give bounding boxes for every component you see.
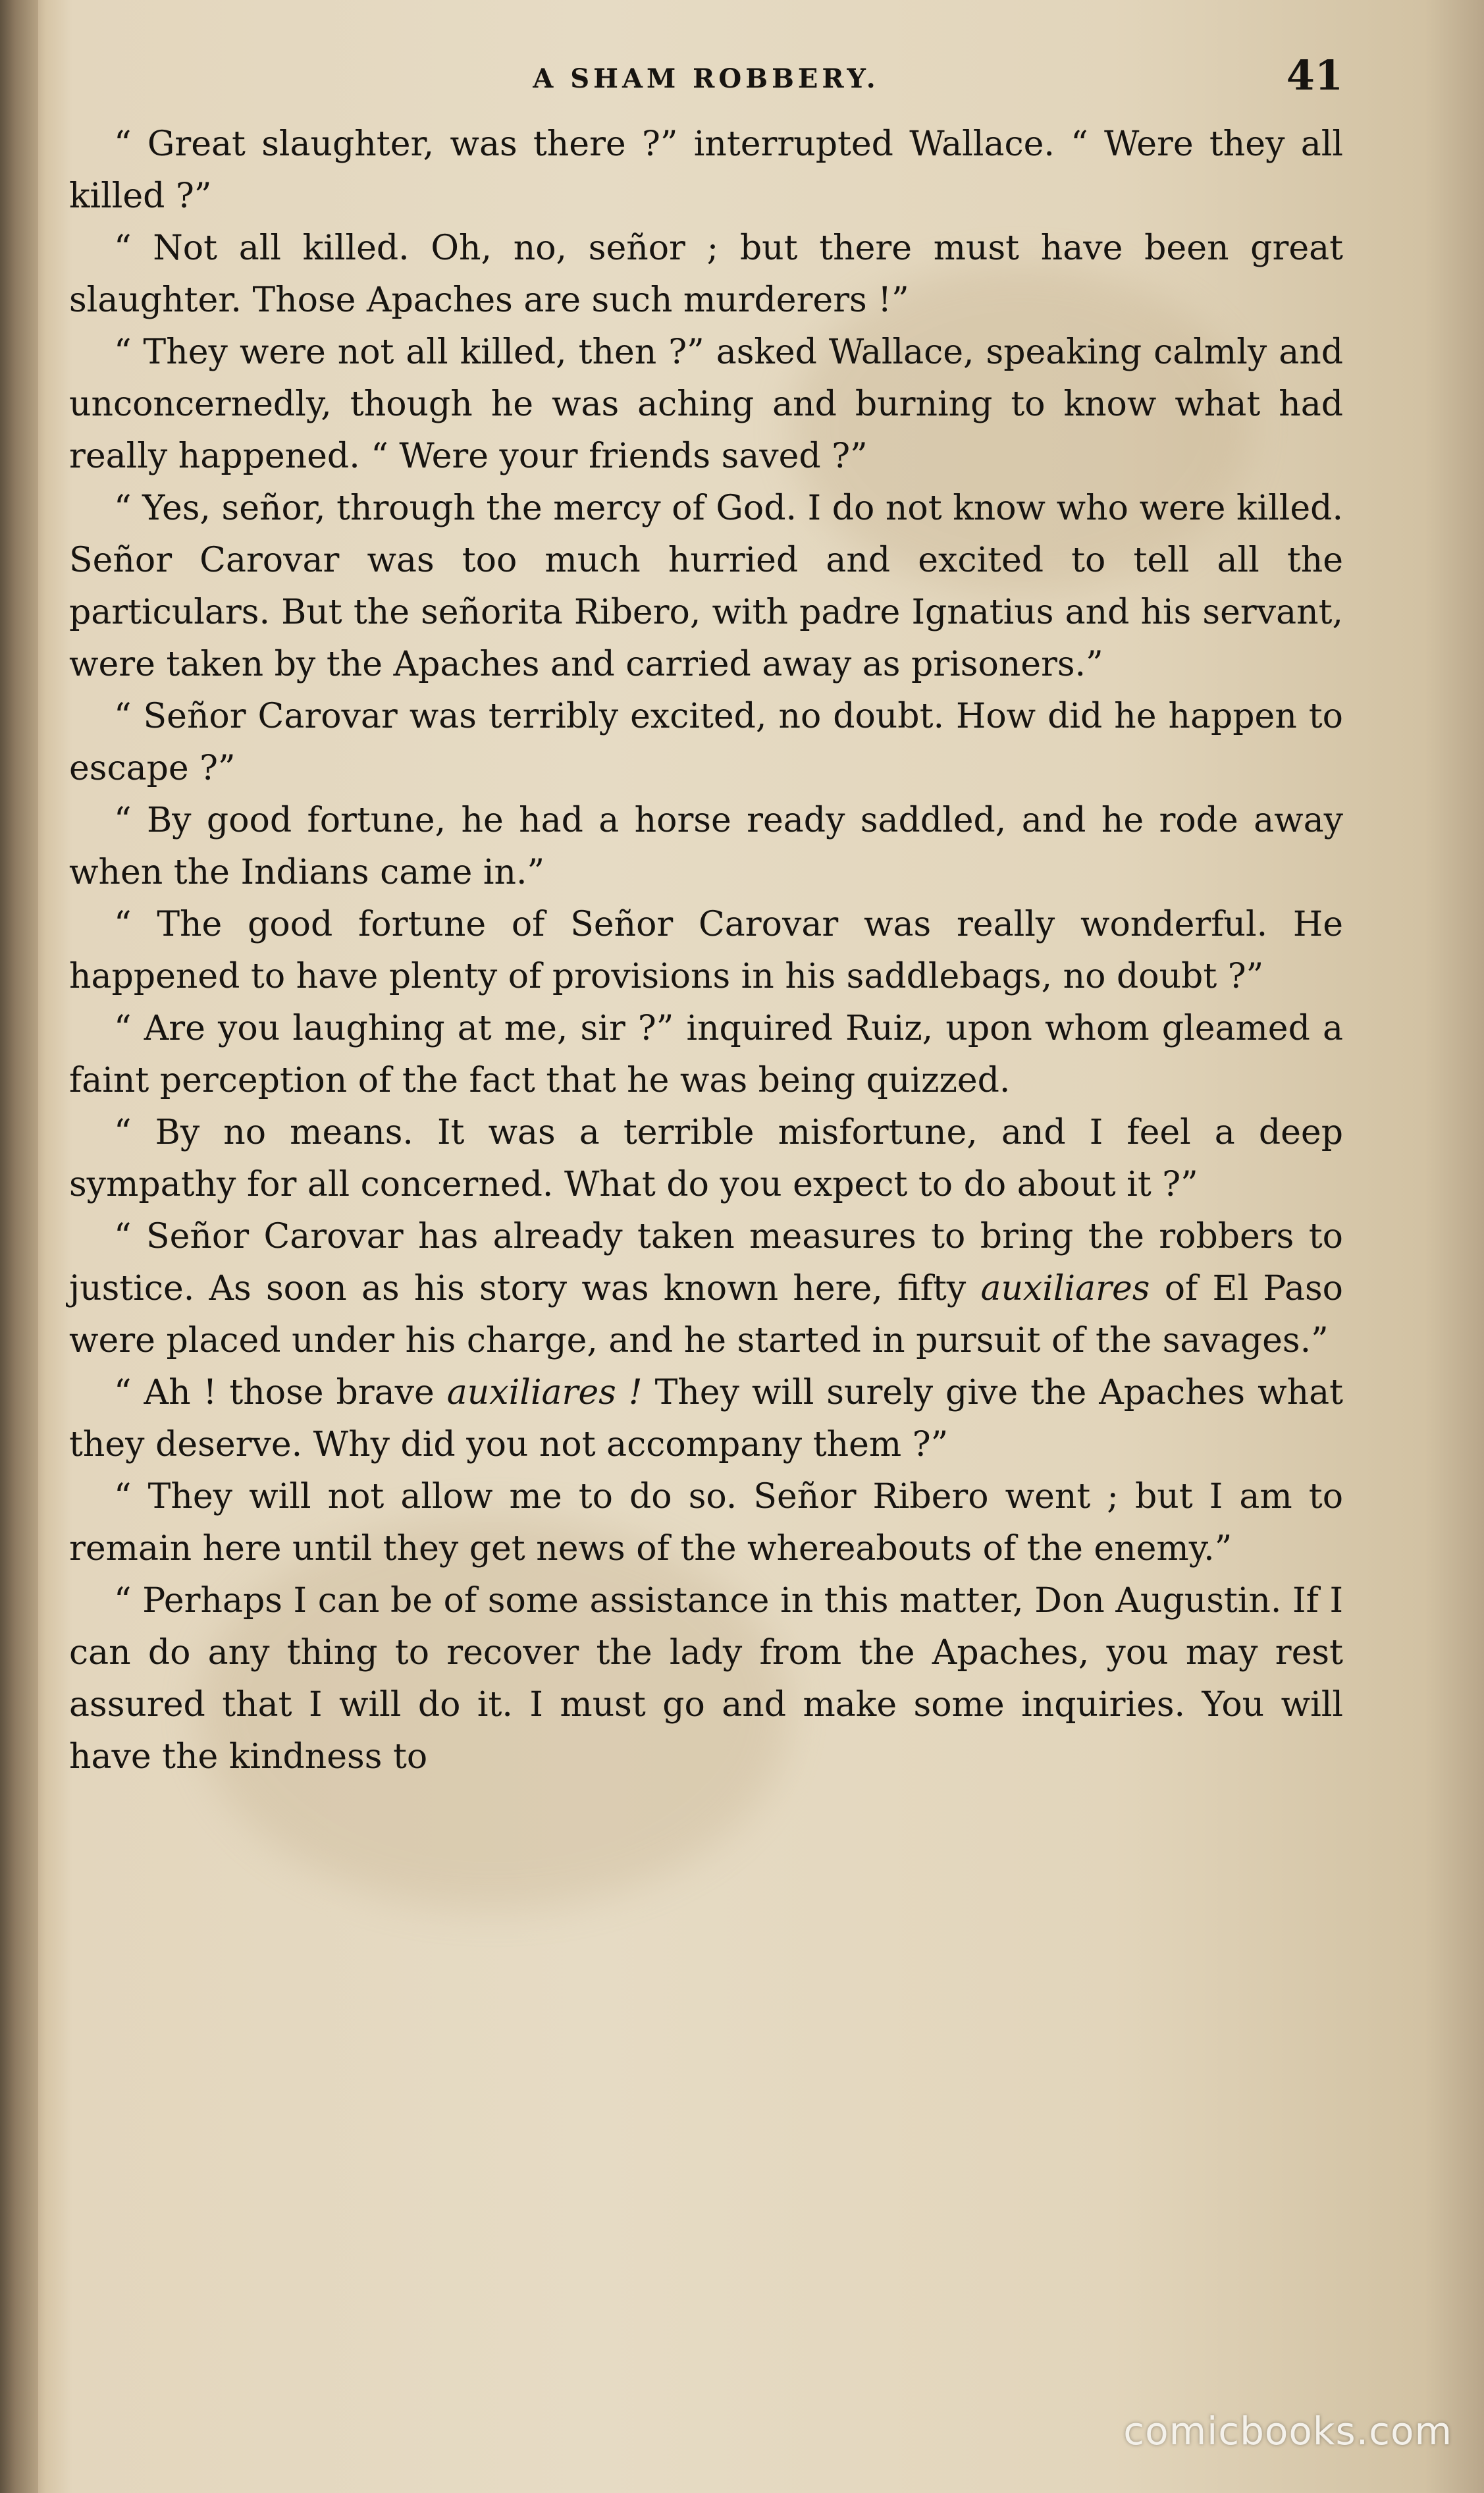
paragraph bbox=[69, 1003, 1343, 1107]
paragraph bbox=[69, 795, 1343, 899]
paragraph-text: “ The good fortune of Señor Carovar was really wonderful. He happened to have plenty of provisions in his saddlebags, no doubt ?” bbox=[69, 905, 1343, 996]
running-head bbox=[69, 46, 1343, 119]
paragraph-text: “ Not all killed. Oh, no, señor ; but there must have been great slaughter. Those Apaches are such murderers !” bbox=[69, 228, 1343, 320]
paragraph-text: “ By good fortune, he had a horse ready saddled, and he rode away when the Indians came in.” bbox=[69, 801, 1343, 892]
paragraph-text: “ By no means. It was a terrible misfortune, and I feel a deep sympathy for all concerned. What do you expect to do about it ?” bbox=[69, 1113, 1343, 1204]
paragraph bbox=[69, 899, 1343, 1003]
paragraph-text: They will surely give the Apaches what they deserve. Why did you not accompany them ?” bbox=[69, 1373, 1343, 1464]
paragraph bbox=[69, 691, 1343, 795]
paragraph-text: “ Señor Carovar has already taken measures to bring the robbers to justice. As soon as his story was known here, fifty bbox=[69, 1217, 1343, 1308]
italic-term: auxiliares bbox=[980, 1269, 1150, 1308]
paragraph-text: “ Are you laughing at me, sir ?” inquired Ruiz, upon whom gleamed a faint perception of the fact that he was being quizzed. bbox=[69, 1009, 1343, 1100]
paragraph bbox=[69, 223, 1343, 327]
paragraph-text: “ Yes, señor, through the mercy of God. I do not know who were killed. Señor Carovar was too much hurried and excited to tell all the particulars. But the señorita Ribero, with padre Ignatius and his servant, were taken by the Apaches and carried away as prisoners.” bbox=[69, 489, 1343, 684]
page-number: 41 bbox=[1286, 51, 1343, 99]
book-page bbox=[69, 46, 1343, 2364]
paragraph bbox=[69, 1575, 1343, 1783]
watermark: comicbooks.com bbox=[1123, 2409, 1452, 2453]
paragraph bbox=[69, 1107, 1343, 1211]
paragraph-text: “ They were not all killed, then ?” asked Wallace, speaking calmly and unconcernedly, though he was aching and burning to know what had really happened. “ Were your friends saved ?” bbox=[69, 333, 1343, 476]
paragraph bbox=[69, 1211, 1343, 1367]
paragraph-text: “ Great slaughter, was there ?” interrupted Wallace. “ Were they all killed ?” bbox=[69, 124, 1343, 216]
paragraph bbox=[69, 119, 1343, 223]
paragraph bbox=[69, 327, 1343, 483]
italic-term: auxiliares ! bbox=[446, 1373, 643, 1412]
paragraph-text: “ Señor Carovar was terribly excited, no doubt. How did he happen to escape ?” bbox=[69, 697, 1343, 788]
body-text bbox=[69, 119, 1343, 1783]
paragraph bbox=[69, 1471, 1343, 1575]
paragraph-text: “ Ah ! those brave bbox=[114, 1373, 447, 1412]
running-title: A SHAM ROBBERY. bbox=[533, 63, 880, 94]
paragraph bbox=[69, 1367, 1343, 1471]
paragraph-text: of El Paso were placed under his charge, and he started in pursuit of the savages.” bbox=[69, 1269, 1343, 1360]
paragraph bbox=[69, 483, 1343, 691]
binding-gutter bbox=[0, 0, 38, 2493]
paragraph-text: “ They will not allow me to do so. Señor Ribero went ; but I am to remain here until they get news of the whereabouts of the enemy.” bbox=[69, 1477, 1343, 1568]
paragraph-text: “ Perhaps I can be of some assistance in this matter, Don Augustin. If I can do any thing to recover the lady from the Apaches, you may rest assured that I will do it. I must go and make some inquiries. You will have the kindness to bbox=[69, 1581, 1343, 1777]
